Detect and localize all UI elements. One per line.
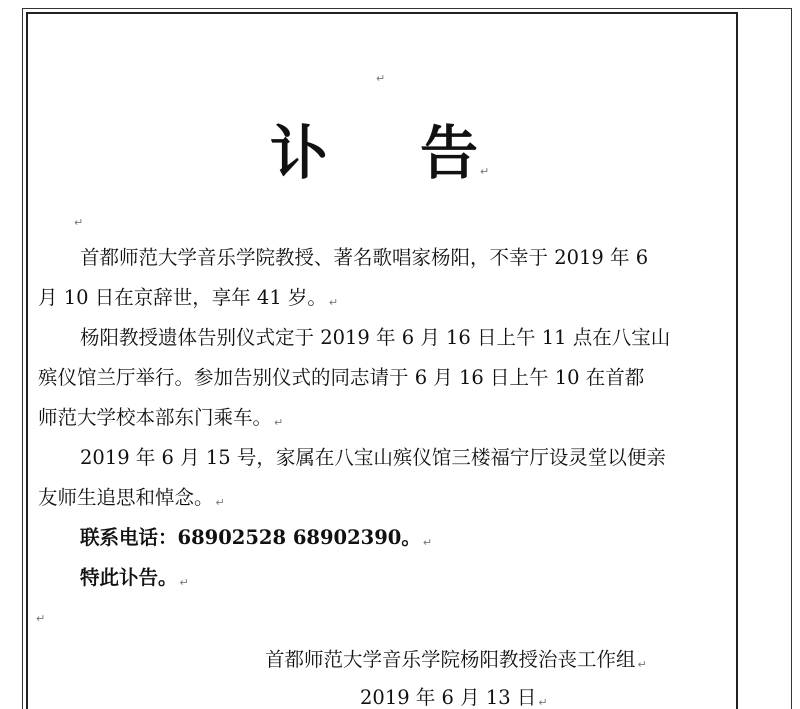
paragraph-mark: ↵ <box>422 536 433 549</box>
paragraph-mark: ↵ <box>328 296 339 309</box>
paragraph-mark: ↵ <box>36 612 46 625</box>
paragraph-mark: ↵ <box>274 416 284 429</box>
body-line: 首都师范大学音乐学院教授、著名歌唱家杨阳，不幸于 2019 年 6 <box>80 246 649 269</box>
closing-line: 特此讣告。 ↵ <box>80 566 189 589</box>
body-line: 月 10 日在京辞世，享年 41 岁。 ↵ <box>38 286 339 309</box>
body-line: 2019 年 6 月 15 号，家属在八宝山殡仪馆三楼福宁厅设灵堂以便亲 <box>80 446 666 469</box>
notice-title <box>270 118 489 205</box>
paragraph-mark: ↵ <box>74 216 84 229</box>
body-line: 师范大学校本部东门乘车。 ↵ <box>38 406 284 429</box>
notice-date: 2019 年 6 月 13 日 ↵ <box>360 686 548 709</box>
body-line: 杨阳教授遗体告别仪式定于 2019 年 6 月 16 日上午 11 点在八宝山 <box>80 326 671 349</box>
paragraph-mark: ↵ <box>179 576 189 589</box>
title-char-1: 讣 <box>270 119 329 187</box>
title-char-2: 告 <box>420 119 479 187</box>
body-line: 友师生追思和悼念。 ↵ <box>38 486 225 509</box>
paragraph-mark: ↵ <box>637 658 647 671</box>
paragraph-mark: ↵ <box>538 696 548 709</box>
body-line: 殡仪馆兰厅举行。参加告别仪式的同志请于 6 月 16 日上午 10 在首都 <box>38 366 645 389</box>
contact-line: 联系电话：68902528 68902390。 ↵ <box>80 526 433 549</box>
signature: 首都师范大学音乐学院杨阳教授治丧工作组 ↵ <box>265 648 647 671</box>
paragraph-mark: ↵ <box>480 165 490 178</box>
paragraph-mark: ↵ <box>376 72 386 85</box>
paragraph-mark: ↵ <box>215 496 225 509</box>
notice-body <box>38 238 724 598</box>
